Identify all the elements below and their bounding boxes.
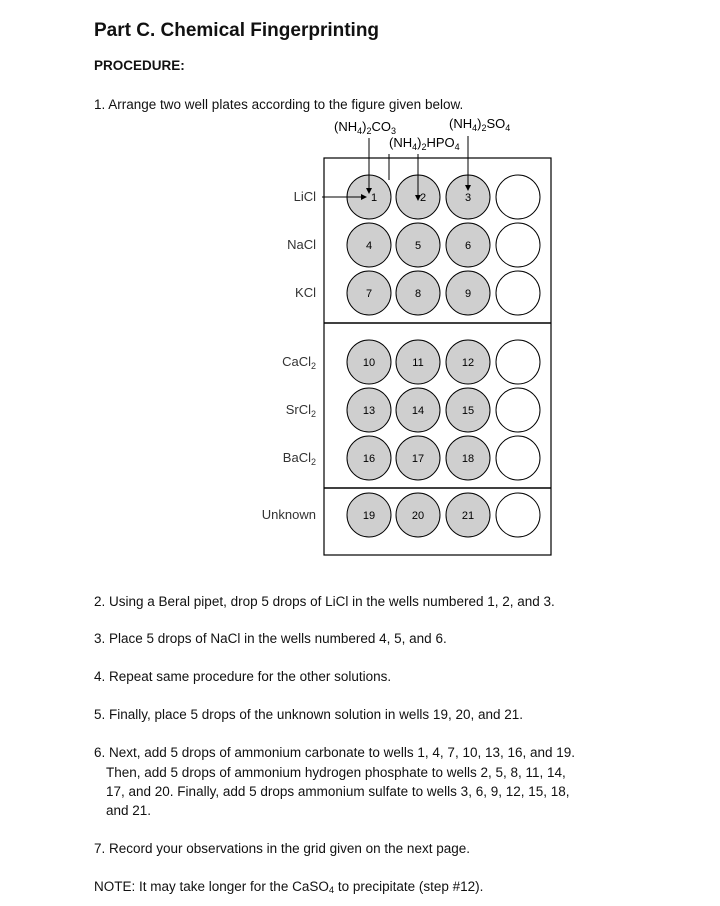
well-number: 8 xyxy=(414,288,422,300)
row-labels-layer xyxy=(262,189,316,522)
step-6-line-1: 6. Next, add 5 drops of ammonium carbonate to wells 1, 4, 7, 10, 13, 16, and 19. xyxy=(94,745,576,760)
step-6-line-4: and 21. xyxy=(106,803,152,818)
step-5: 5. Finally, place 5 drops of the unknown solution in wells 19, 20, and 21. xyxy=(94,707,524,722)
page-title: Part C. Chemical Fingerprinting xyxy=(94,20,380,41)
well-number: 5 xyxy=(414,240,422,252)
row-label: SrCl$_2$ xyxy=(285,402,316,419)
empty-well xyxy=(496,223,540,267)
well-number: 11 xyxy=(412,357,424,369)
step-6-line-3: 17, and 20. Finally, add 5 drops ammonium sulfate to wells 3, 6, 9, 12, 15, 18, xyxy=(106,784,570,799)
well-number: 21 xyxy=(461,510,475,522)
row-label: CaCl$_2$ xyxy=(282,354,316,371)
row-label: BaCl$_2$ xyxy=(282,450,316,467)
well-number: 20 xyxy=(411,510,425,522)
wells-layer xyxy=(347,175,540,537)
well-number: 7 xyxy=(365,288,373,300)
well-number: 13 xyxy=(362,405,376,417)
reagent-carbonate-label: $(NH_4)_2CO_3$ xyxy=(334,119,396,136)
step-4: 4. Repeat same procedure for the other solutions. xyxy=(94,669,392,684)
empty-well xyxy=(496,175,540,219)
well-number: 19 xyxy=(362,510,376,522)
well-number: 2 xyxy=(419,192,427,204)
row-label: Unknown xyxy=(261,507,316,522)
note: NOTE: It may take longer for the CaSO$_4$ to precipitate (step #12). xyxy=(94,879,484,896)
reagent-sulfate-label: $(NH_4)_2SO_4$ xyxy=(449,116,511,133)
well-number: 9 xyxy=(464,288,472,300)
reagent-phosphate-label: $(NH_4)_2HPO_4$ xyxy=(389,135,460,152)
step-6-line-2: Then, add 5 drops of ammonium hydrogen phosphate to wells 2, 5, 8, 11, 14, xyxy=(106,765,566,780)
procedure-heading: PROCEDURE: xyxy=(94,58,185,73)
empty-well xyxy=(496,436,540,480)
well-number: 3 xyxy=(464,192,472,204)
well-number: 1 xyxy=(370,192,378,204)
row-label: NaCl xyxy=(287,237,316,252)
step-1: 1. Arrange two well plates according to the figure given below. xyxy=(94,97,464,112)
empty-well xyxy=(496,493,540,537)
well-number: 14 xyxy=(411,405,425,417)
step-2: 2. Using a Beral pipet, drop 5 drops of LiCl in the wells numbered 1, 2, and 3. xyxy=(94,594,555,609)
step-3: 3. Place 5 drops of NaCl in the wells numbered 4, 5, and 6. xyxy=(94,631,447,646)
row-label: LiCl xyxy=(293,189,316,204)
well-number: 15 xyxy=(461,405,475,417)
well-number: 10 xyxy=(362,357,376,369)
well-number: 12 xyxy=(461,357,475,369)
row-label: KCl xyxy=(295,285,316,300)
well-number: 16 xyxy=(362,453,376,465)
empty-well xyxy=(496,388,540,432)
empty-well xyxy=(496,340,540,384)
well-number: 18 xyxy=(461,453,475,465)
well-number: 17 xyxy=(411,453,425,465)
empty-well xyxy=(496,271,540,315)
step-7: 7. Record your observations in the grid given on the next page. xyxy=(94,841,470,856)
well-number: 6 xyxy=(464,240,472,252)
well-number: 4 xyxy=(365,240,373,252)
